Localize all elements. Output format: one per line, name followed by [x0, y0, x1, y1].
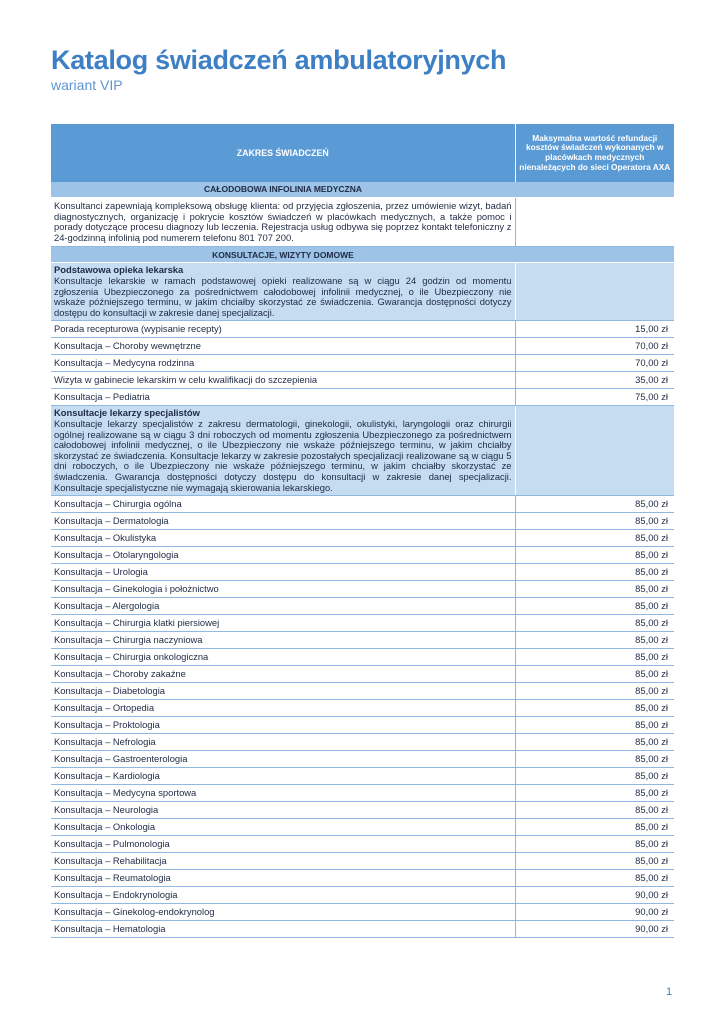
table-row: [51, 904, 674, 921]
service-name: Konsultacja – Hematologia: [51, 921, 515, 938]
service-price: 75,00 zł: [515, 389, 674, 406]
service-name: Konsultacja – Otolaryngologia: [51, 547, 515, 564]
service-name: Konsultacja – Endokrynologia: [51, 887, 515, 904]
page-subtitle: wariant VIP: [51, 77, 123, 93]
infolinia-description-row: [51, 198, 674, 247]
basic-care-block: [51, 263, 674, 321]
table-row: [51, 717, 674, 734]
service-name: Wizyta w gabinecie lekarskim w celu kwalifikacji do szczepienia: [51, 372, 515, 389]
service-name: Konsultacja – Gastroenterologia: [51, 751, 515, 768]
table-row: [51, 389, 674, 406]
service-price: 85,00 zł: [515, 666, 674, 683]
section-konsultacje-label: KONSULTACJE, WIZYTY DOMOWE: [51, 247, 515, 263]
table-row: [51, 802, 674, 819]
specialists-text: Konsultacje lekarzy specjalistów z zakresu dermatologii, ginekologii, okulistyki, laryngologii oraz chirurgii ogólnej realizowane są w ciągu 3 dni roboczych od momentu zgłoszenia Ubezpieczonego za pośrednictwem całodobowej infolinii medycznej, o ile Ubezpieczony nie wskaże późniejszego terminu, w jakim chciałby skorzystać ze świadczenia. Konsultacje lekarzy w zakresie pozostałych specjalizacji realizowane są w ciągu 5 dni roboczych, o ile Ubezpieczony nie wskaże późniejszego terminu, w jakim chciałby skorzystać ze świadczenia. Gwarancja dostępności dotyczy dostępu do konsultacji w zakresie danej specjalizacji. Konsultacje specjalistyczne nie wymagają skierowania lekarskiego.: [54, 417, 512, 493]
service-name: Konsultacja – Dermatologia: [51, 513, 515, 530]
table-row: [51, 700, 674, 717]
service-price: 70,00 zł: [515, 338, 674, 355]
service-price: 85,00 zł: [515, 615, 674, 632]
table-row: [51, 819, 674, 836]
table-row: [51, 649, 674, 666]
services-table: [51, 124, 674, 938]
table-row: [51, 513, 674, 530]
basic-care-heading: Podstawowa opieka lekarska: [54, 264, 184, 276]
service-price: 90,00 zł: [515, 904, 674, 921]
service-price: 85,00 zł: [515, 836, 674, 853]
header-refund-limit: Maksymalna wartość refundacji kosztów świadczeń wykonanych w placówkach medycznych nienależących do sieci Operatora AXA: [515, 124, 674, 182]
table-row: [51, 921, 674, 938]
service-price: 85,00 zł: [515, 700, 674, 717]
table-row: [51, 530, 674, 547]
service-name: Konsultacja – Ginekolog-endokrynolog: [51, 904, 515, 921]
table-row: [51, 496, 674, 513]
specialists-heading: Konsultacje lekarzy specjalistów: [54, 407, 200, 419]
service-price: 85,00 zł: [515, 802, 674, 819]
header-scope: ZAKRES ŚWIADCZEŃ: [51, 124, 515, 182]
table-row: [51, 372, 674, 389]
service-name: Konsultacja – Diabetologia: [51, 683, 515, 700]
service-name: Konsultacja – Reumatologia: [51, 870, 515, 887]
section-infolinia-label: CAŁODOBOWA INFOLINIA MEDYCZNA: [51, 182, 515, 198]
table-header-row: [51, 124, 674, 182]
service-name: Konsultacja – Alergologia: [51, 598, 515, 615]
table-row: [51, 355, 674, 372]
service-price: 85,00 zł: [515, 530, 674, 547]
service-price: 85,00 zł: [515, 547, 674, 564]
service-name: Konsultacja – Chirurgia ogólna: [51, 496, 515, 513]
service-price: 90,00 zł: [515, 921, 674, 938]
table-row: [51, 615, 674, 632]
table-row: [51, 734, 674, 751]
service-name: Porada recepturowa (wypisanie recepty): [51, 321, 515, 338]
table-row: [51, 564, 674, 581]
service-price: 85,00 zł: [515, 649, 674, 666]
service-name: Konsultacja – Choroby wewnętrzne: [51, 338, 515, 355]
service-name: Konsultacja – Medycyna sportowa: [51, 785, 515, 802]
service-name: Konsultacja – Kardiologia: [51, 768, 515, 785]
service-name: Konsultacja – Rehabilitacja: [51, 853, 515, 870]
service-price: 70,00 zł: [515, 355, 674, 372]
service-price: 85,00 zł: [515, 496, 674, 513]
service-price: 85,00 zł: [515, 632, 674, 649]
service-price: 85,00 zł: [515, 734, 674, 751]
service-name: Konsultacja – Nefrologia: [51, 734, 515, 751]
service-name: Konsultacja – Choroby zakaźne: [51, 666, 515, 683]
service-name: Konsultacja – Chirurgia naczyniowa: [51, 632, 515, 649]
table-row: [51, 666, 674, 683]
table-row: [51, 581, 674, 598]
service-price: 85,00 zł: [515, 683, 674, 700]
service-price: 85,00 zł: [515, 853, 674, 870]
service-name: Konsultacja – Proktologia: [51, 717, 515, 734]
service-price: 85,00 zł: [515, 870, 674, 887]
service-price: 85,00 zł: [515, 785, 674, 802]
service-name: Konsultacja – Chirurgia klatki piersiowej: [51, 615, 515, 632]
section-infolinia: [51, 182, 674, 198]
table-row: [51, 321, 674, 338]
service-price: 35,00 zł: [515, 372, 674, 389]
table-row: [51, 887, 674, 904]
service-price: 85,00 zł: [515, 751, 674, 768]
service-price: 85,00 zł: [515, 819, 674, 836]
service-name: Konsultacja – Chirurgia onkologiczna: [51, 649, 515, 666]
service-name: Konsultacja – Ortopedia: [51, 700, 515, 717]
service-name: Konsultacja – Okulistyka: [51, 530, 515, 547]
service-name: Konsultacja – Pulmonologia: [51, 836, 515, 853]
table-row: [51, 547, 674, 564]
table-row: [51, 768, 674, 785]
service-price: 90,00 zł: [515, 887, 674, 904]
infolinia-description: Konsultanci zapewniają kompleksową obsługę klienta: od przyjęcia zgłoszenia, przez umówienie wizyt, badań diagnostycznych, organizację i pokrycie kosztów świadczeń w placówkach medycznych, a także pomoc i porady dotyczące procesu diagnozy lub leczenia. Rejestracja usług odbywa się poprzez kontakt telefoniczny z 24-godzinną infolinią pod numerem telefonu 801 707 200.: [51, 198, 515, 247]
table-row: [51, 598, 674, 615]
service-name: Konsultacja – Neurologia: [51, 802, 515, 819]
table-row: [51, 853, 674, 870]
service-name: Konsultacja – Urologia: [51, 564, 515, 581]
table-row: [51, 751, 674, 768]
service-price: 85,00 zł: [515, 717, 674, 734]
table-row: [51, 836, 674, 853]
service-price: 85,00 zł: [515, 513, 674, 530]
service-name: Konsultacja – Medycyna rodzinna: [51, 355, 515, 372]
table-row: [51, 338, 674, 355]
table-row: [51, 632, 674, 649]
specialists-block: [51, 406, 674, 496]
table-row: [51, 785, 674, 802]
service-name: Konsultacja – Pediatria: [51, 389, 515, 406]
service-name: Konsultacja – Onkologia: [51, 819, 515, 836]
service-price: 85,00 zł: [515, 598, 674, 615]
service-price: 85,00 zł: [515, 768, 674, 785]
section-konsultacje: [51, 247, 674, 263]
service-name: Konsultacja – Ginekologia i położnictwo: [51, 581, 515, 598]
service-price: 85,00 zł: [515, 564, 674, 581]
table-row: [51, 683, 674, 700]
basic-care-text: Konsultacje lekarskie w ramach podstawowej opieki realizowane są w ciągu 24 godzin od momentu zgłoszenia Ubezpieczonego za pośrednictwem całodobowej infolinii medycznej, o ile Ubezpieczony nie wskaże późniejszego terminu, w jakim chciałby skorzystać ze świadczenia. Gwarancja dostępności dotyczy dostępu do konsultacji w zakresie danej specjalizacji.: [54, 274, 512, 318]
page-title: Katalog świadczeń ambulatoryjnych: [51, 45, 507, 75]
table-row: [51, 870, 674, 887]
service-price: 15,00 zł: [515, 321, 674, 338]
service-price: 85,00 zł: [515, 581, 674, 598]
page-number: 1: [666, 986, 673, 998]
